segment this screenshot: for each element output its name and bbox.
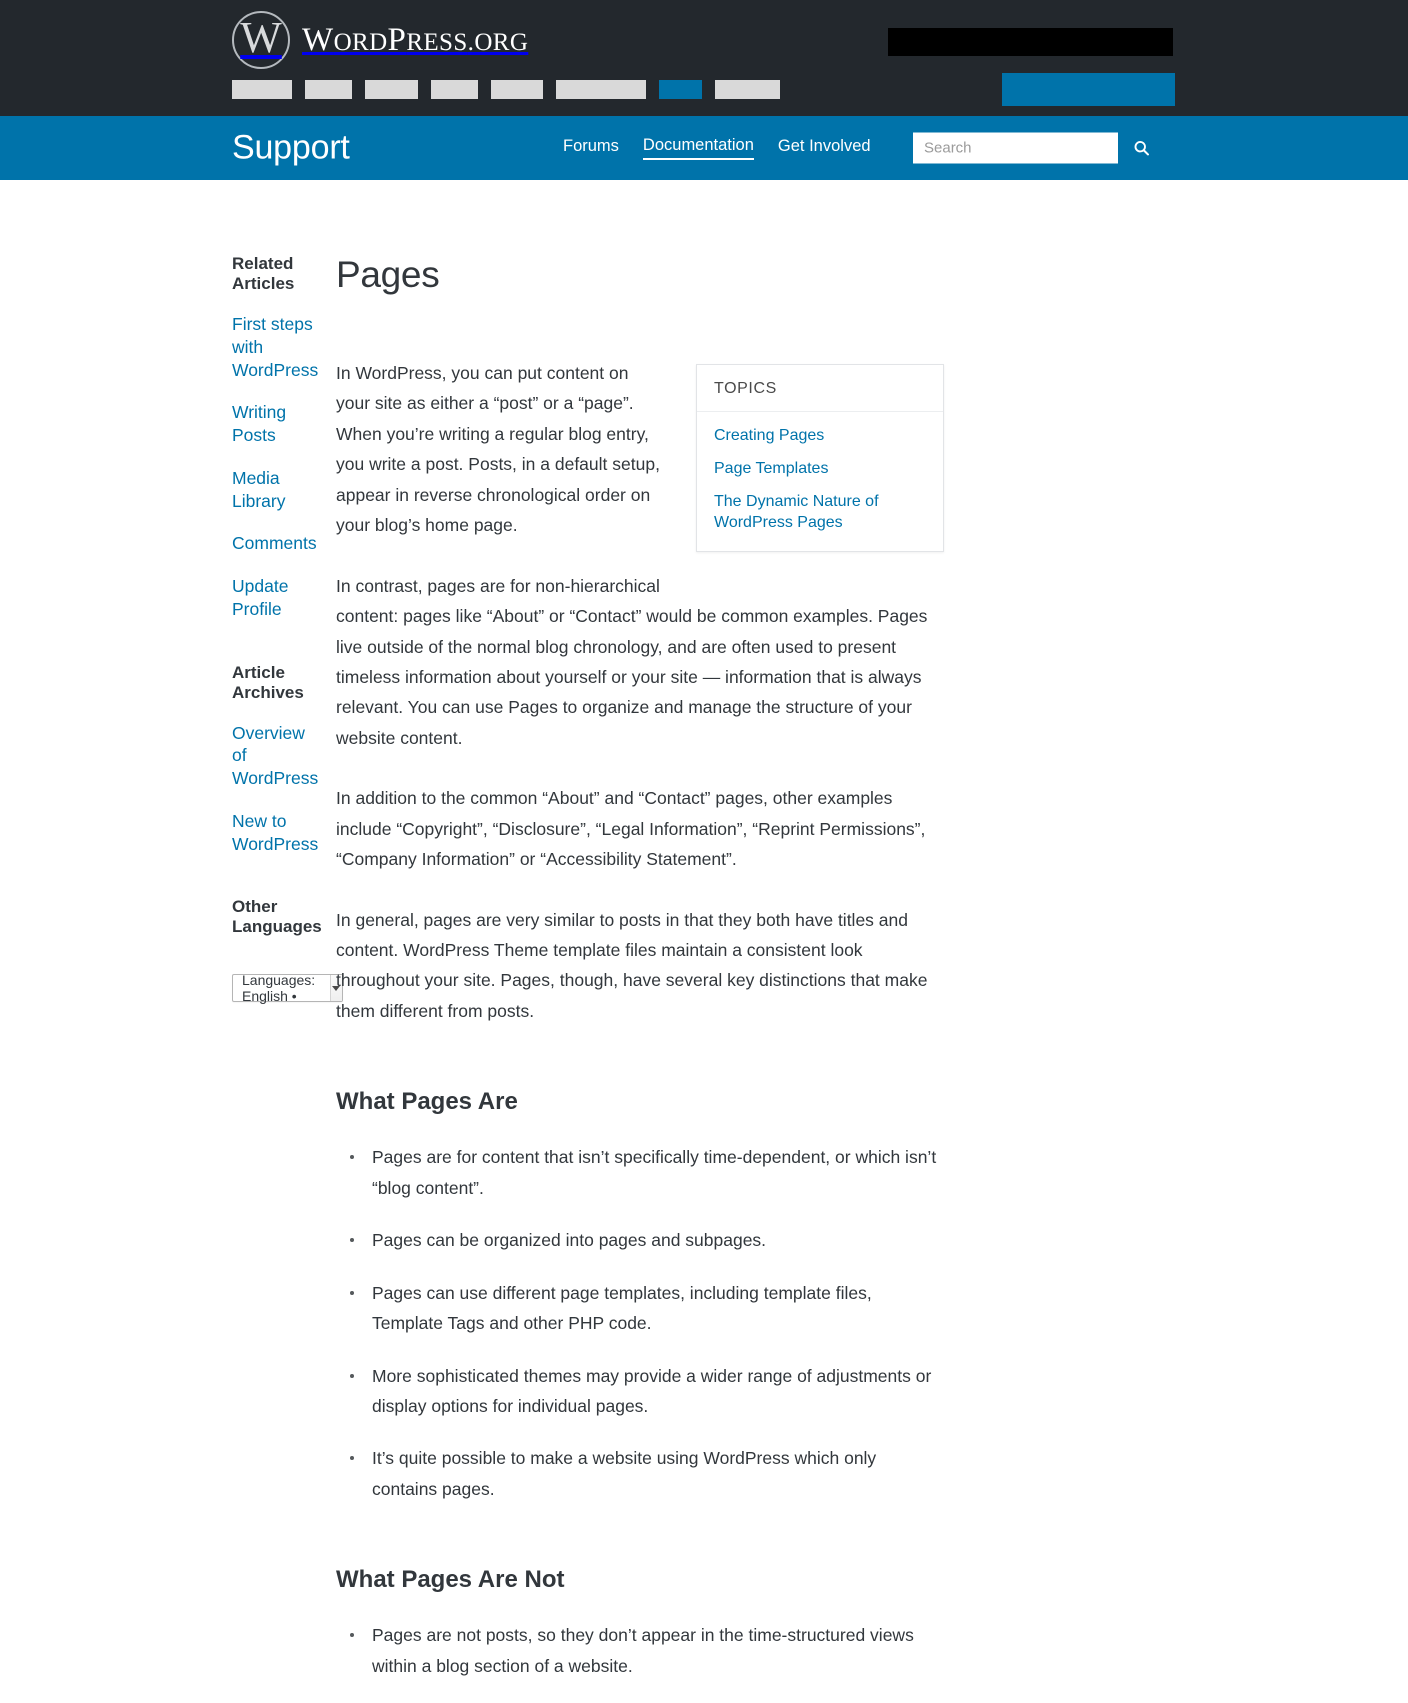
topic-link-dynamic-nature[interactable]: The Dynamic Nature of WordPress Pages bbox=[714, 493, 879, 532]
page-body bbox=[0, 180, 1408, 1703]
sidebar-link-update-profile[interactable]: Update Profile bbox=[232, 576, 289, 619]
section-heading-what-pages-are: What Pages Are bbox=[336, 1088, 518, 1116]
search-form bbox=[913, 133, 1165, 164]
list-item: Pages are not posts, so they don’t appear in the time-structured views within a blog section of a website. bbox=[336, 1620, 944, 1681]
sidebar-link-comments[interactable]: Comments bbox=[232, 533, 317, 554]
search-input[interactable] bbox=[913, 133, 1118, 164]
global-nav-item-4[interactable] bbox=[431, 80, 478, 99]
global-nav-item-3[interactable] bbox=[365, 80, 418, 99]
intro-paragraph-3: In addition to the common “About” and “Contact” pages, other examples include “Copyright”, “Disclosure”, “Legal Information”, “Reprint Permissions”, “Company Information” or “Accessibility Statement”. bbox=[336, 788, 926, 870]
sidebar-archives-heading: Article Archives bbox=[232, 662, 304, 702]
support-nav-get-involved[interactable]: Get Involved bbox=[777, 137, 871, 155]
sidebar-link-new-to-wordpress[interactable]: New to WordPress bbox=[232, 810, 319, 854]
support-bar bbox=[0, 116, 1408, 180]
wordpress-logo-icon: W bbox=[232, 11, 290, 69]
global-nav-item-6[interactable] bbox=[556, 80, 646, 99]
intro-paragraph-1: In WordPress, you can put content on your site as either a “post” or a “page”. When you’re writing a regular blog entry, you write a post. Posts, in a default setup, appear in reverse chronological order on your blog’s home page. bbox=[336, 363, 660, 536]
section-heading-what-pages-are-not: What Pages Are Not bbox=[336, 1566, 565, 1594]
support-nav-forums[interactable]: Forums bbox=[563, 137, 619, 155]
list-item: Pages can use different page templates, including template files, Template Tags and other PHP code. bbox=[336, 1278, 944, 1339]
topic-link-page-templates[interactable]: Page Templates bbox=[714, 460, 829, 478]
list-item: It’s quite possible to make a website using WordPress which only contains pages. bbox=[336, 1443, 944, 1504]
sidebar-link-media-library[interactable]: Media Library bbox=[232, 467, 286, 511]
what-pages-are-list bbox=[336, 1142, 944, 1504]
topics-list bbox=[697, 412, 943, 551]
support-title: Support bbox=[232, 128, 350, 167]
global-nav-item-8[interactable] bbox=[715, 80, 780, 99]
language-select-value: Languages: English • bbox=[242, 972, 316, 1005]
main-content bbox=[318, 254, 1176, 1703]
list-item: More sophisticated themes may provide a wider range of adjustments or display options for individual pages. bbox=[336, 1361, 944, 1422]
sidebar-other-languages bbox=[232, 897, 322, 1005]
sidebar-link-writing-posts[interactable]: Writing Posts bbox=[232, 402, 287, 445]
search-icon bbox=[1133, 140, 1150, 157]
sidebar-languages-heading: Other Languages bbox=[232, 897, 322, 937]
masthead-redacted-banner bbox=[888, 28, 1173, 56]
topic-link-creating-pages[interactable]: Creating Pages bbox=[714, 427, 825, 444]
page-title: Pages bbox=[336, 254, 440, 295]
topics-heading: TOPICS bbox=[697, 365, 943, 412]
topics-box bbox=[696, 364, 944, 552]
sidebar-article-archives bbox=[232, 663, 318, 856]
masthead-cta-button[interactable] bbox=[1002, 73, 1175, 106]
wordpress-wordmark: WORDPRESS.ORG bbox=[302, 21, 529, 58]
global-nav-item-1[interactable] bbox=[232, 80, 292, 99]
global-nav bbox=[232, 80, 780, 99]
global-nav-item-5[interactable] bbox=[491, 80, 543, 99]
global-nav-item-2[interactable] bbox=[305, 80, 352, 99]
what-pages-are-not-list bbox=[336, 1620, 944, 1681]
wordpress-logo-link[interactable] bbox=[232, 11, 528, 69]
support-nav-documentation[interactable]: Documentation bbox=[643, 136, 754, 160]
list-item: Pages can be organized into pages and subpages. bbox=[336, 1225, 944, 1255]
sidebar-related-articles bbox=[232, 254, 318, 621]
global-masthead bbox=[0, 0, 1408, 116]
global-nav-item-7-active[interactable] bbox=[659, 80, 702, 99]
intro-paragraph-4: In general, pages are very similar to posts in that they both have titles and content. WordPress Theme template files maintain a consistent look throughout your site. Pages, though, have several key distinctions that make them different from posts. bbox=[336, 909, 928, 1021]
sidebar-related-heading: Related Articles bbox=[232, 254, 295, 293]
sidebar-link-first-steps[interactable]: First steps with WordPress bbox=[232, 314, 319, 380]
sidebar bbox=[0, 254, 322, 1044]
search-button[interactable] bbox=[1118, 133, 1165, 164]
support-nav bbox=[563, 136, 871, 160]
intro-paragraph-2: In contrast, pages are for non-hierarchical content: pages like “About” or “Contact” would be common examples. Pages live outside of the normal blog chronology, and are often used to present timeless information about yourself or your site — information that is always relevant. You can use Pages to organize and manage the structure of your website content. bbox=[336, 575, 928, 748]
list-item: Pages are for content that isn’t specifically time-dependent, or which isn’t “blog content”. bbox=[336, 1142, 944, 1203]
sidebar-link-overview-of-wordpress[interactable]: Overview of WordPress bbox=[232, 722, 319, 788]
